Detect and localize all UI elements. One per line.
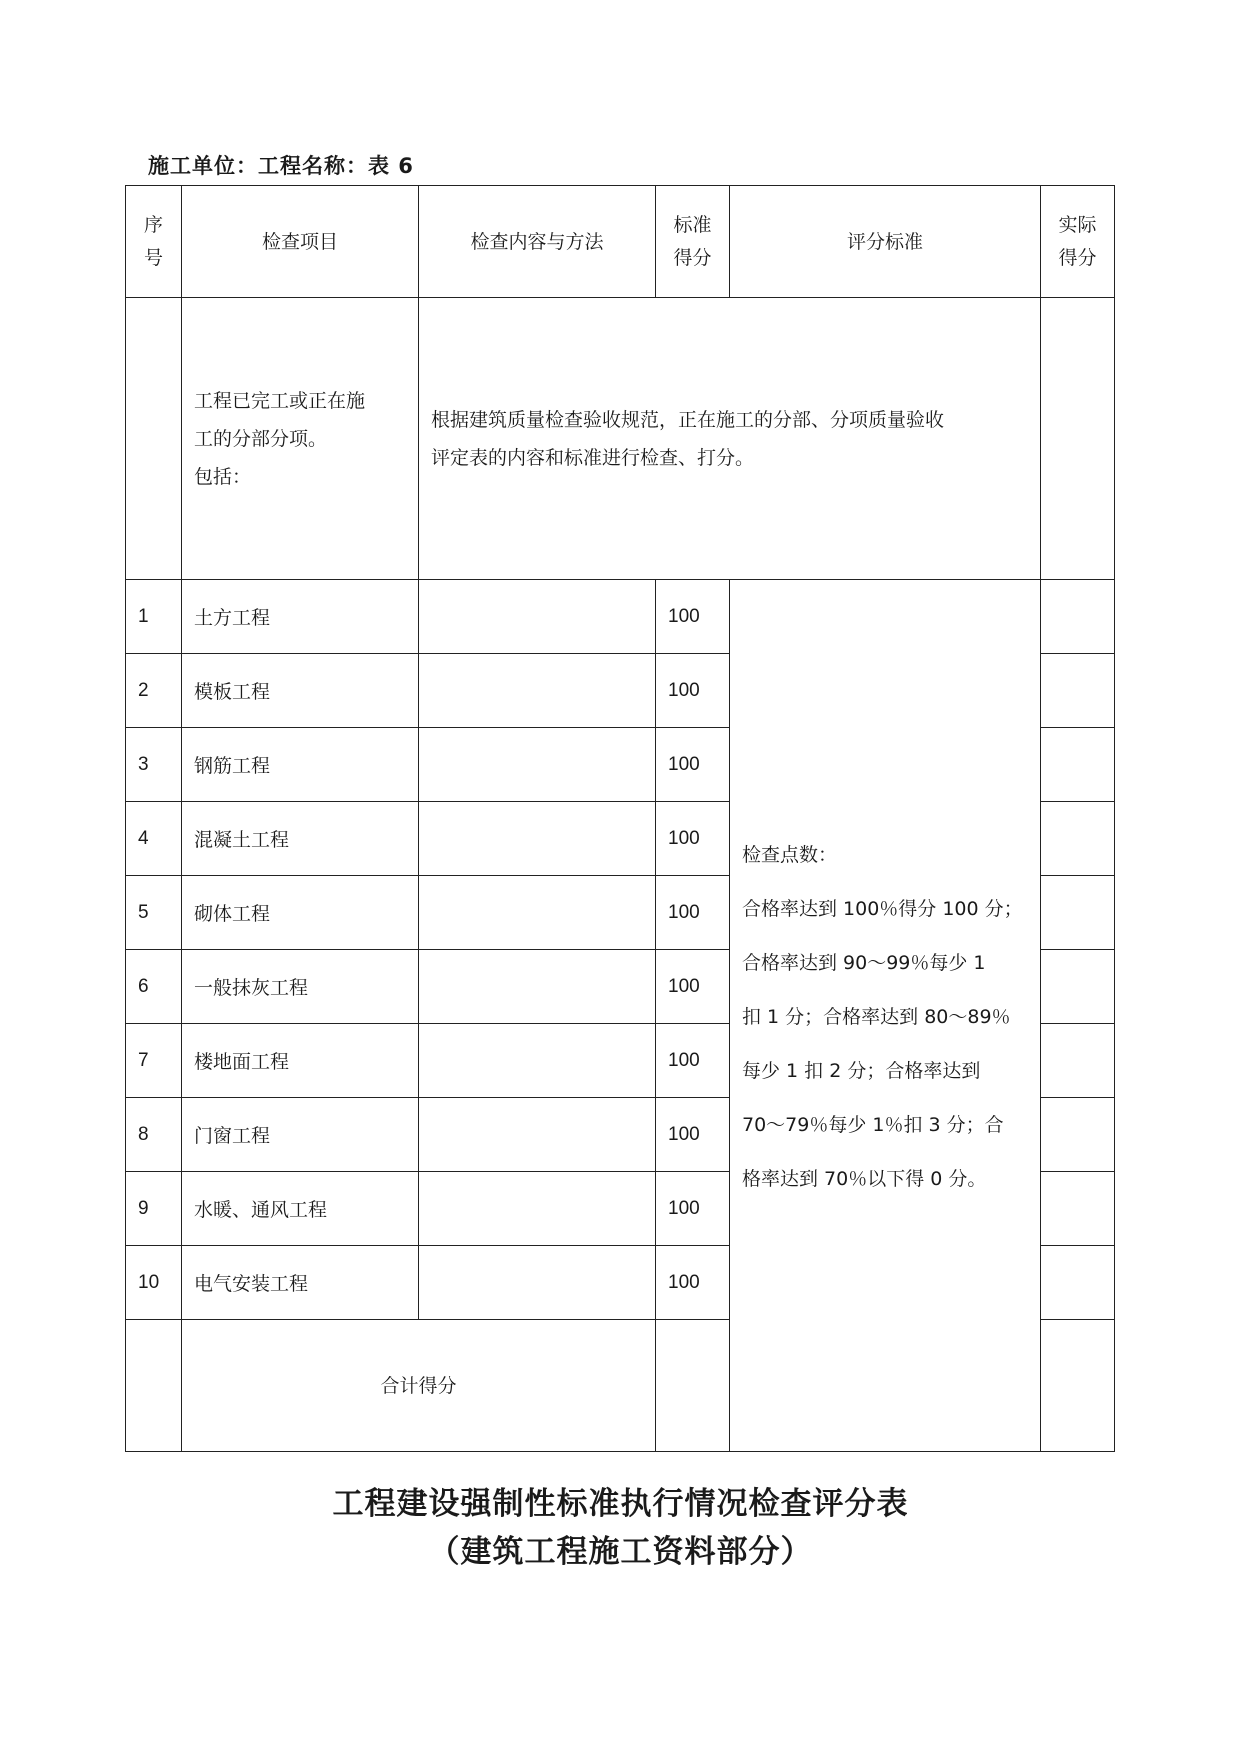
row-seq: 2 — [126, 654, 182, 728]
total-seq-cell — [126, 1320, 182, 1452]
title-line1: 工程建设强制性标准执行情况检查评分表 — [332, 1486, 909, 1522]
row-method — [419, 654, 656, 728]
row-actual-score — [1041, 1172, 1115, 1246]
criteria-line6: 70～79％每少 1％扣 3 分；合 — [742, 1114, 1004, 1136]
header-std-score — [656, 186, 730, 298]
document-header: 施工单位：工程名称：表 6 — [148, 154, 414, 178]
row-item: 水暖、通风工程 — [182, 1172, 419, 1246]
row-actual-score — [1041, 1024, 1115, 1098]
header-actual-line2: 得分 — [1058, 246, 1097, 269]
intro-actual-cell — [1041, 298, 1115, 580]
row-std-score: 100 — [656, 950, 730, 1024]
row-std-score: 100 — [656, 728, 730, 802]
intro-item-line2: 工的分部分项。 — [194, 427, 328, 450]
total-std-score — [656, 1320, 730, 1452]
row-item: 土方工程 — [182, 580, 419, 654]
row-actual-score — [1041, 654, 1115, 728]
row-std-score: 100 — [656, 580, 730, 654]
intro-item-line3: 包括： — [194, 465, 252, 488]
row-actual-score — [1041, 802, 1115, 876]
row-actual-score — [1041, 876, 1115, 950]
header-seq — [126, 186, 182, 298]
intro-row — [126, 298, 1115, 580]
criteria-line7: 格率达到 70％以下得 0 分。 — [742, 1168, 987, 1190]
row-item: 门窗工程 — [182, 1098, 419, 1172]
row-seq: 9 — [126, 1172, 182, 1246]
included-items-desc — [182, 298, 419, 580]
table-header-row — [126, 186, 1115, 298]
header-criteria: 评分标准 — [730, 186, 1041, 298]
row-actual-score — [1041, 728, 1115, 802]
total-actual-score — [1041, 1320, 1115, 1452]
row-method — [419, 802, 656, 876]
row-item: 砌体工程 — [182, 876, 419, 950]
row-seq: 7 — [126, 1024, 182, 1098]
row-std-score: 100 — [656, 1172, 730, 1246]
criteria-line2: 合格率达到 100％得分 100 分； — [742, 898, 1023, 920]
row-std-score: 100 — [656, 802, 730, 876]
header-method: 检查内容与方法 — [419, 186, 656, 298]
row-seq: 10 — [126, 1246, 182, 1320]
row-actual-score — [1041, 1098, 1115, 1172]
row-std-score: 100 — [656, 1098, 730, 1172]
method-desc — [419, 298, 1041, 580]
row-std-score: 100 — [656, 876, 730, 950]
row-method — [419, 1172, 656, 1246]
row-seq: 5 — [126, 876, 182, 950]
row-item: 电气安装工程 — [182, 1246, 419, 1320]
criteria-line5: 每少 1 扣 2 分；合格率达到 — [742, 1060, 981, 1082]
row-std-score: 100 — [656, 654, 730, 728]
row-item: 一般抹灰工程 — [182, 950, 419, 1024]
row-seq: 8 — [126, 1098, 182, 1172]
header-seq-line2: 号 — [143, 246, 163, 269]
row-actual-score — [1041, 950, 1115, 1024]
row-item: 楼地面工程 — [182, 1024, 419, 1098]
criteria-line1: 检查点数： — [742, 844, 838, 866]
row-item: 模板工程 — [182, 654, 419, 728]
document-title — [0, 1480, 1241, 1576]
header-std-score-line2: 得分 — [673, 246, 712, 269]
row-method — [419, 950, 656, 1024]
row-method — [419, 1024, 656, 1098]
criteria-line4: 扣 1 分；合格率达到 80～89％ — [742, 1006, 1011, 1028]
table-row — [126, 580, 1115, 654]
total-label: 合计得分 — [182, 1320, 656, 1452]
row-method — [419, 1098, 656, 1172]
inspection-score-table — [125, 185, 1115, 1452]
row-std-score: 100 — [656, 1246, 730, 1320]
intro-item-line1: 工程已完工或正在施 — [194, 389, 366, 412]
header-actual-line1: 实际 — [1058, 213, 1097, 236]
method-line2: 评定表的内容和标准进行检查、打分。 — [431, 446, 755, 469]
row-item: 钢筋工程 — [182, 728, 419, 802]
row-seq: 1 — [126, 580, 182, 654]
intro-seq-cell — [126, 298, 182, 580]
row-method — [419, 1246, 656, 1320]
header-std-score-line1: 标准 — [673, 213, 712, 236]
header-item: 检查项目 — [182, 186, 419, 298]
row-item: 混凝土工程 — [182, 802, 419, 876]
row-method — [419, 580, 656, 654]
row-seq: 6 — [126, 950, 182, 1024]
row-seq: 3 — [126, 728, 182, 802]
row-actual-score — [1041, 580, 1115, 654]
method-line1: 根据建筑质量检查验收规范，正在施工的分部、分项质量验收 — [431, 408, 945, 431]
row-method — [419, 876, 656, 950]
title-line2: （建筑工程施工资料部分） — [428, 1534, 813, 1570]
row-actual-score — [1041, 1246, 1115, 1320]
row-std-score: 100 — [656, 1024, 730, 1098]
criteria-line3: 合格率达到 90～99％每少 1 — [742, 952, 986, 974]
scoring-criteria — [730, 580, 1041, 1452]
header-actual-score — [1041, 186, 1115, 298]
row-seq: 4 — [126, 802, 182, 876]
header-seq-line1: 序 — [143, 213, 163, 236]
row-method — [419, 728, 656, 802]
